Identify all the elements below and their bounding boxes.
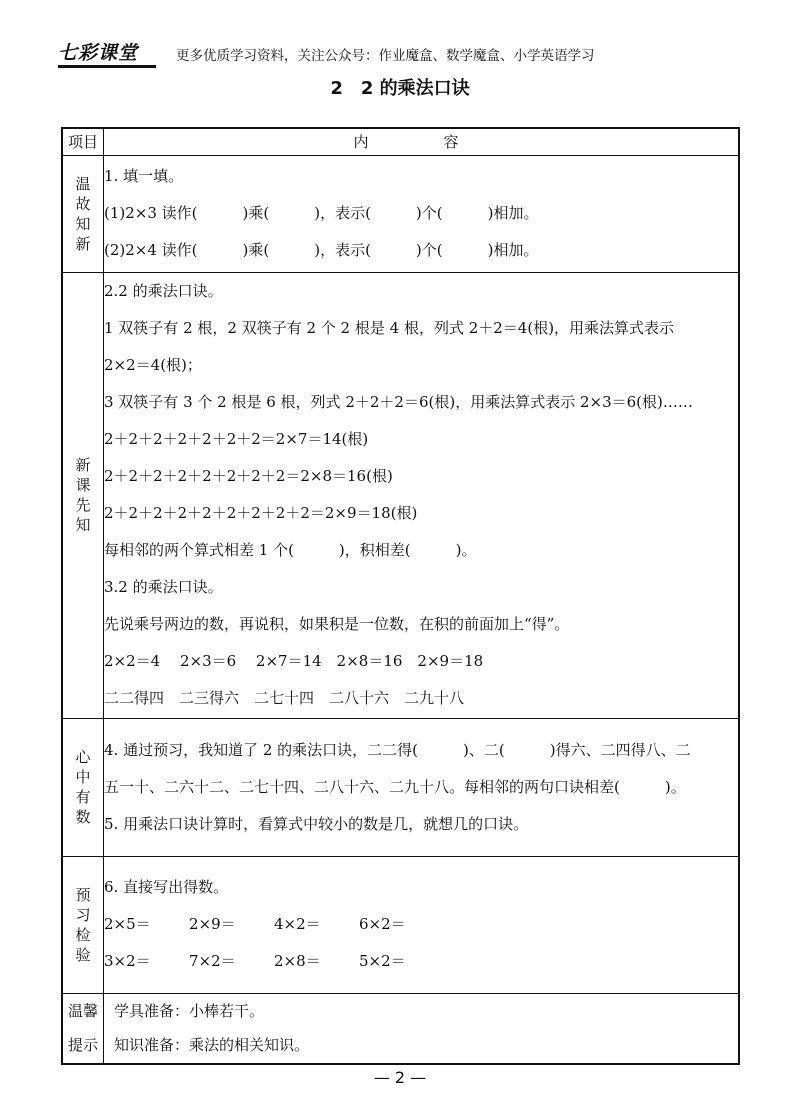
- page-number: — 2 —: [373, 1068, 427, 1087]
- row-review: [62, 155, 739, 272]
- text-line: (1)2×3 读作( )乘( )，表示( )个( )相加。: [104, 204, 539, 222]
- row-tips-label-bottom: 提示: [67, 1036, 98, 1055]
- row-preview-check: [62, 856, 739, 993]
- exercise-item: 3×2＝: [104, 952, 151, 970]
- row-new-lesson-content: [104, 272, 740, 718]
- row-in-mind-content: [104, 718, 740, 856]
- row-tips-label-top: 温馨: [67, 1002, 98, 1021]
- table-header-row: [62, 128, 739, 155]
- text-line: 4. 通过预习，我知道了 2 的乘法口诀，二二得( )、二( )得六、二四得八、二: [104, 740, 691, 759]
- text-line: 知识准备：乘法的相关知识。: [114, 1036, 310, 1055]
- row-new-lesson-label-text: 新课先知: [75, 456, 91, 534]
- brand-logo: [58, 40, 156, 68]
- row-tips: [62, 993, 739, 1064]
- text-line: 1. 填一填。: [104, 167, 184, 185]
- text-line: 学具准备：小棒若干。: [114, 1002, 265, 1021]
- text-line: 二二得四 二三得六 二七十四 二八十六 二九十八: [104, 689, 465, 707]
- exercise-row: [104, 943, 738, 980]
- text-line: 6. 直接写出得数。: [104, 878, 229, 896]
- exercise-row: [104, 906, 738, 943]
- row-in-mind-label-text: 心中有数: [75, 748, 91, 826]
- page-header: [58, 40, 748, 72]
- logo-text: 七彩课堂: [58, 42, 139, 64]
- exercise-item: 5×2＝: [359, 952, 406, 970]
- exercise-item: 6×2＝: [359, 915, 406, 933]
- row-tips-content: [104, 993, 740, 1064]
- column-header-item-text: 项目: [67, 132, 98, 151]
- text-line: 1 双筷子有 2 根，2 双筷子有 2 个 2 根是 4 根，列式 2＋2＝4(根)，用乘法算式表示: [104, 319, 675, 337]
- row-review-content: [104, 155, 740, 272]
- text-line: 3 双筷子有 3 个 2 根是 6 根，列式 2＋2＋2＝6(根)，用乘法算式表示 2×3＝6(根)……: [104, 393, 693, 411]
- row-preview-check-content: [104, 856, 740, 993]
- column-header-content-text: 内 容: [353, 133, 489, 152]
- logo-underline: [58, 65, 156, 68]
- row-new-lesson-label: [62, 272, 104, 718]
- page-title: 2 2 的乘法口诀: [330, 78, 470, 99]
- column-header-item: [62, 128, 104, 155]
- text-line: 五一十、二六十二、二七十四、二八十六、二九十八。每相邻的两句口诀相差( )。: [104, 777, 686, 796]
- text-line: 2×2＝4 2×3＝6 2×7＝14 2×8＝16 2×9＝18: [104, 652, 484, 670]
- text-line: 每相邻的两个算式相差 1 个( )，积相差( )。: [104, 541, 477, 559]
- exercise-item: 2×5＝: [104, 915, 151, 933]
- exercise-item: 7×2＝: [189, 952, 236, 970]
- text-line: 2＋2＋2＋2＋2＋2＋2＋2＝2×8＝16(根): [104, 467, 393, 485]
- exercise-item: 2×9＝: [189, 915, 236, 933]
- text-line: 3.2 的乘法口诀。: [104, 578, 223, 596]
- row-in-mind: [62, 718, 739, 856]
- header-tagline: 更多优质学习资料，关注公众号：作业魔盒、数学魔盒、小学英语学习: [176, 48, 595, 64]
- row-review-label-text: 温故知新: [75, 174, 91, 253]
- text-line: 5. 用乘法口诀计算时，看算式中较小的数是几，就想几的口诀。: [104, 814, 529, 833]
- text-line: (2)2×4 读作( )乘( )，表示( )个( )相加。: [104, 241, 539, 259]
- row-review-label: [62, 155, 104, 272]
- text-line: 2.2 的乘法口诀。: [104, 282, 223, 300]
- exercise-item: 2×8＝: [274, 952, 321, 970]
- lesson-table: [61, 127, 740, 1065]
- row-new-lesson: [62, 272, 739, 718]
- row-preview-check-label: [62, 856, 104, 993]
- row-tips-label: [62, 993, 104, 1064]
- exercise-item: 4×2＝: [274, 915, 321, 933]
- text-line: 先说乘号两边的数，再说积，如果积是一位数，在积的前面加上“得”。: [104, 615, 570, 633]
- text-line: 2＋2＋2＋2＋2＋2＋2＝2×7＝14(根): [104, 430, 369, 448]
- text-line: 2＋2＋2＋2＋2＋2＋2＋2＋2＝2×9＝18(根): [104, 504, 418, 522]
- column-header-content: [104, 128, 740, 155]
- row-preview-check-label-text: 预习检验: [75, 885, 91, 964]
- row-in-mind-label: [62, 718, 104, 856]
- text-line: 2×2＝4(根)；: [104, 356, 202, 374]
